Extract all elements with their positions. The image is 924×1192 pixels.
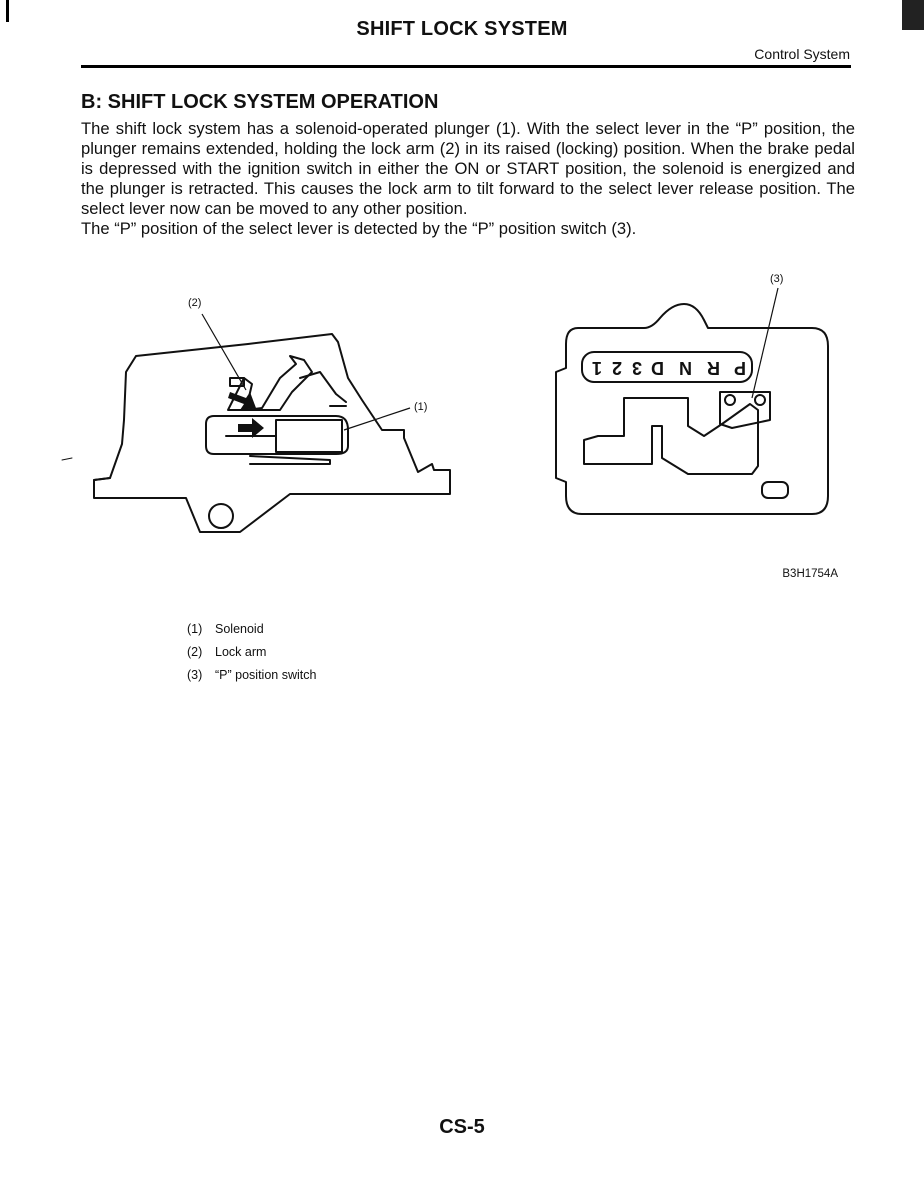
gate-letter: R: [707, 358, 720, 378]
legend: [187, 622, 316, 691]
gate-letter: D: [651, 358, 664, 378]
callout-p-switch: (3): [770, 273, 784, 285]
legend-number: (1): [187, 622, 203, 636]
section-name: Control System: [754, 46, 850, 62]
legend-item: [187, 668, 316, 691]
callout-lock-arm: (2): [188, 297, 202, 309]
gate-letter: N: [679, 358, 692, 378]
legend-label: “P” position switch: [215, 668, 317, 682]
pivot-hole: [209, 504, 233, 528]
diagram-svg: [0, 260, 924, 600]
figure-code: B3H1754A: [782, 568, 838, 580]
page-number: CS-5: [439, 1116, 485, 1138]
solenoid-body: [276, 420, 342, 452]
gate-slot: [584, 398, 758, 474]
legend-number: (2): [187, 645, 203, 659]
dash-mark: [62, 458, 72, 460]
paragraph: The shift lock system has a solenoid-operated plunger (1). With the select lever in the “P” position, the plunger remains extended, holding the lock arm (2) in its raised (locking) position. When the brake pedal is depressed with the ignition switch in either the ON or START position, the solenoid is energized and the plunger is retracted. This causes the lock arm to tilt forward to the select lever release position. The select lever now can be moved to any other position.: [81, 119, 855, 218]
legend-item: [187, 622, 316, 645]
legend-number: (3): [187, 668, 203, 682]
paragraph: The “P” position of the select lever is detected by the “P” position switch (3).: [81, 219, 637, 238]
gate-button: [762, 482, 788, 498]
gate-panel: [556, 304, 828, 514]
gate-letter: 1: [591, 358, 602, 378]
page-title: SHIFT LOCK SYSTEM: [356, 18, 568, 40]
gate-letters: [592, 358, 746, 378]
housing-outline: [94, 334, 450, 532]
solenoid-bracket: [250, 456, 330, 464]
gate-indicator-window: [582, 352, 752, 382]
housing-lower-edge: [94, 478, 110, 480]
header-rule: [81, 65, 851, 68]
gate-letter: 3: [631, 358, 642, 378]
lock-arm-arm: [300, 372, 346, 402]
legend-label: Solenoid: [215, 622, 264, 636]
gate-letter: P: [733, 358, 746, 378]
body-text: [81, 119, 855, 239]
gate-letter: 2: [611, 358, 622, 378]
shift-lock-diagram: [0, 260, 924, 600]
legend-label: Lock arm: [215, 645, 267, 659]
p-switch-body: [720, 392, 770, 428]
legend-item: [187, 645, 316, 668]
callout-solenoid: (1): [414, 401, 428, 413]
section-heading: B: SHIFT LOCK SYSTEM OPERATION: [81, 91, 439, 113]
